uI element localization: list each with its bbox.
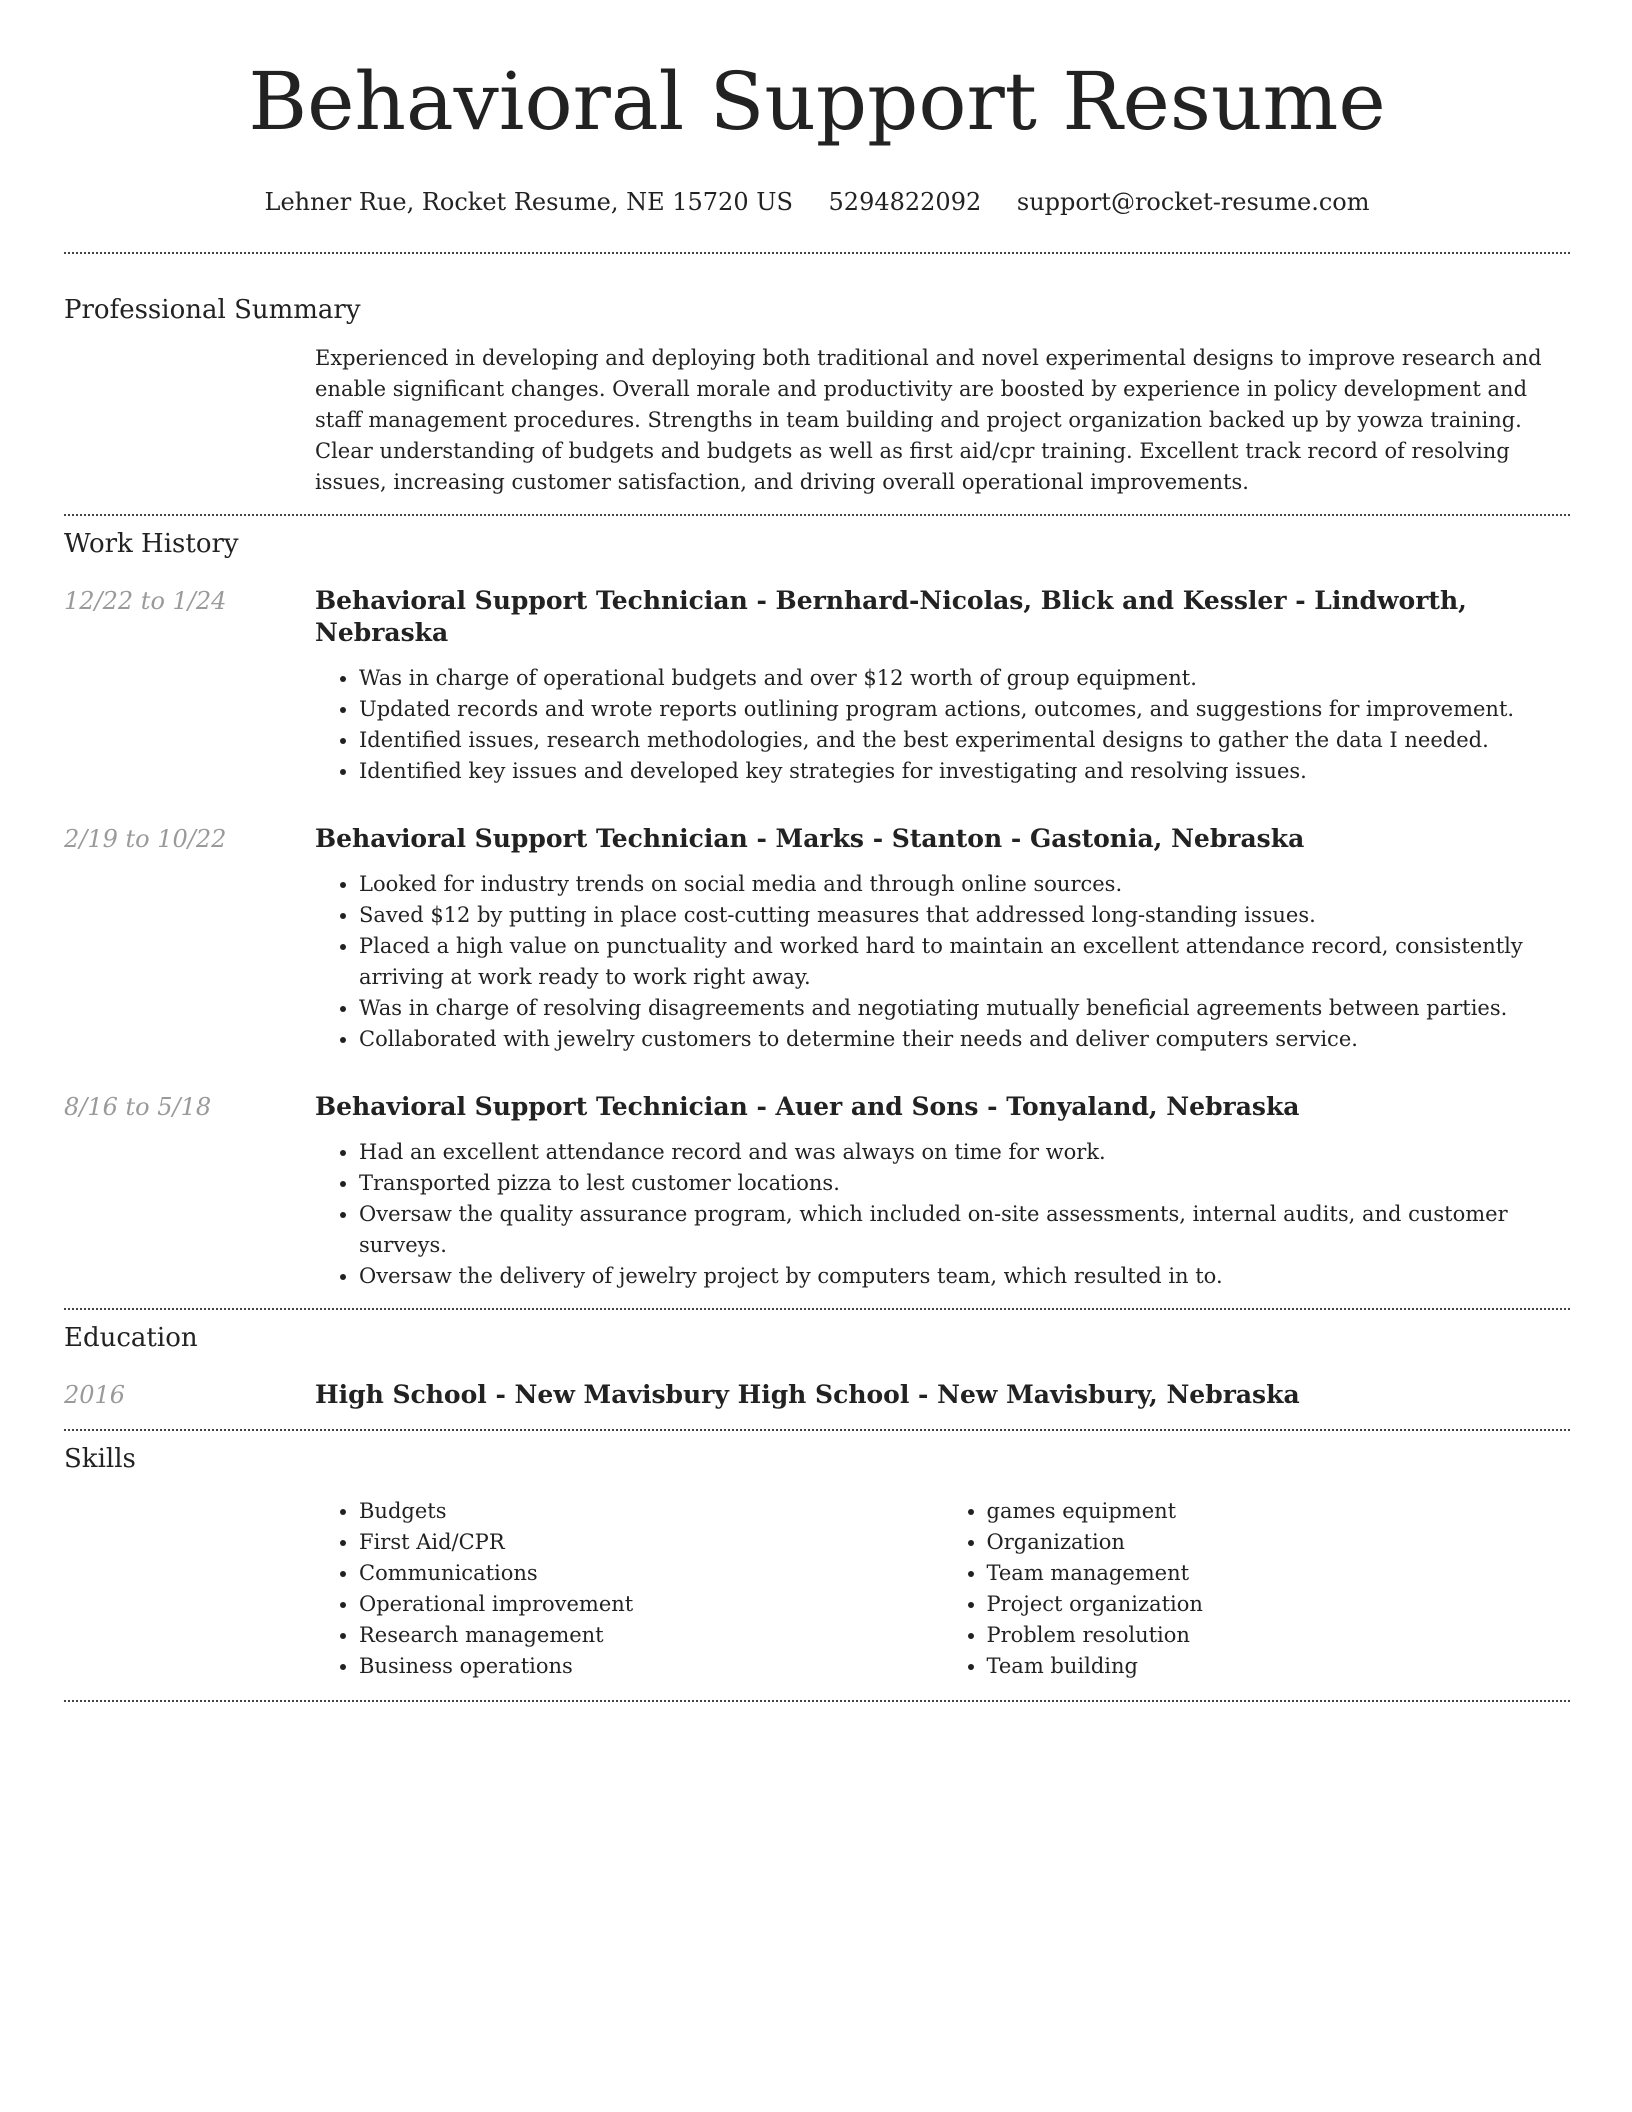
job-title: Behavioral Support Technician - Marks - Stanton - Gastonia, Nebraska [315,824,1305,853]
job-dates: 12/22 to 1/24 [64,587,227,615]
job-bullet: • Oversaw the delivery of jewelry project by computers team, which resulted in to. [359,1261,1570,1292]
job-bullet: • Had an excellent attendance record and was always on time for work. [359,1137,1570,1168]
skills-list [315,1496,1570,1682]
contact-phone: 5294822092 [828,188,982,216]
summary-text: Experienced in developing and deploying both traditional and novel experimental designs to improve research and enable significant changes. Overall morale and productivity are boosted by experience in policy development and staff management procedures. Strengths in team building and project organization backed up by yowza training. Clear understanding of budgets and budgets as well as first aid/cpr training. Excellent track record of resolving issues, increasing customer satisfaction, and driving overall operational improvements. [315,346,1542,494]
skill-item: • Business operations [359,1651,943,1682]
skill-item: • Budgets [359,1496,943,1527]
education-entry [64,1379,1570,1411]
job-entry [64,585,1570,787]
resume-page [64,0,1570,1702]
skill-item: • Communications [359,1558,943,1589]
job-bullets [315,869,1570,1055]
skill-item: • games equipment [987,1496,1571,1527]
skills-column-right [943,1496,1571,1682]
skill-item: • Team management [987,1558,1571,1589]
job-bullet: • Looked for industry trends on social media and through online sources. [359,869,1570,900]
skill-item: • Organization [987,1527,1571,1558]
skill-item: • Research management [359,1620,943,1651]
skill-item: • Team building [987,1651,1571,1682]
skill-item: • First Aid/CPR [359,1527,943,1558]
contact-line [64,186,1570,218]
education-dates: 2016 [64,1381,126,1409]
job-bullet: • Was in charge of resolving disagreements and negotiating mutually beneficial agreements between parties. [359,993,1570,1024]
education-title: High School - New Mavisbury High School - New Mavisbury, Nebraska [315,1380,1300,1409]
job-bullet: • Placed a high value on punctuality and worked hard to maintain an excellent attendance record, consistently arriving at work ready to work right away. [359,931,1570,993]
job-bullet: • Identified issues, research methodologies, and the best experimental designs to gather the data I needed. [359,725,1570,756]
skill-item: • Problem resolution [987,1620,1571,1651]
skills-heading: Skills [64,1444,136,1474]
job-bullet: • Transported pizza to lest customer locations. [359,1168,1570,1199]
skills-column-left [315,1496,943,1682]
education-heading: Education [64,1323,198,1353]
job-dates: 8/16 to 5/18 [64,1093,212,1121]
summary-heading: Professional Summary [64,295,361,325]
job-title: Behavioral Support Technician - Bernhard-Nicolas, Blick and Kessler - Lindworth, Nebraska [315,586,1467,647]
page-title: Behavioral Support Resume [248,55,1386,148]
job-bullet: • Oversaw the quality assurance program, which included on-site assessments, internal audits, and customer surveys. [359,1199,1570,1261]
job-entry [64,1091,1570,1292]
job-bullets [315,1137,1570,1292]
job-bullet: • Was in charge of operational budgets and over $12 worth of group equipment. [359,663,1570,694]
job-dates: 2/19 to 10/22 [64,825,227,853]
divider [64,1700,1570,1702]
contact-email: support@rocket-resume.com [1016,188,1370,216]
skill-item: • Project organization [987,1589,1571,1620]
job-entry [64,823,1570,1055]
work-history-heading: Work History [64,529,239,559]
divider [64,1429,1570,1431]
divider [64,252,1570,254]
job-title: Behavioral Support Technician - Auer and Sons - Tonyaland, Nebraska [315,1092,1300,1121]
contact-address: Lehner Rue, Rocket Resume, NE 15720 US [264,188,793,216]
job-bullet: • Updated records and wrote reports outlining program actions, outcomes, and suggestions for improvement. [359,694,1570,725]
job-bullet: • Saved $12 by putting in place cost-cutting measures that addressed long-standing issues. [359,900,1570,931]
divider [64,1308,1570,1310]
skill-item: • Operational improvement [359,1589,943,1620]
job-bullet: • Collaborated with jewelry customers to determine their needs and deliver computers service. [359,1024,1570,1055]
job-bullets [315,663,1570,787]
divider [64,514,1570,516]
job-bullet: • Identified key issues and developed key strategies for investigating and resolving issues. [359,756,1570,787]
